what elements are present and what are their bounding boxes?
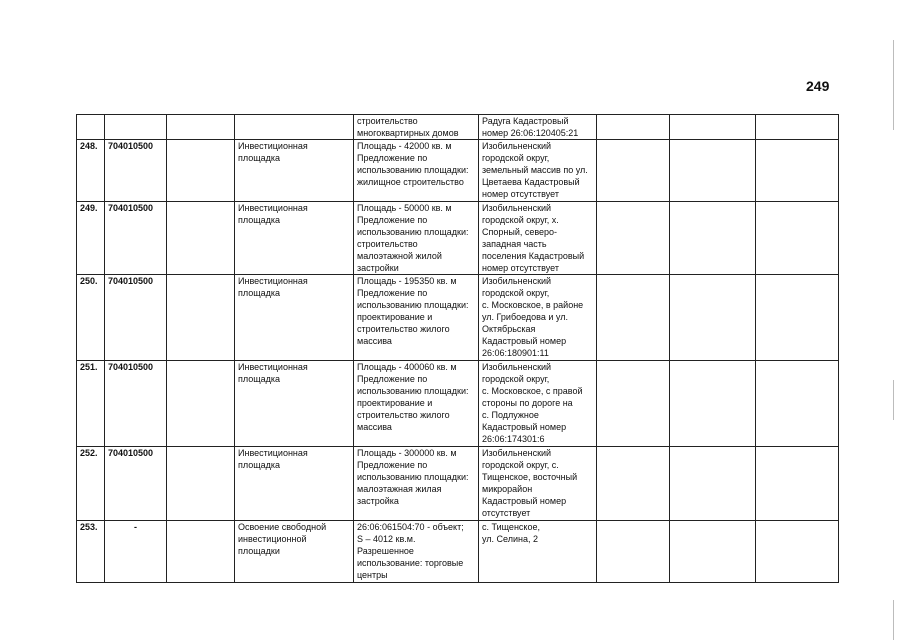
- registry-table: [76, 114, 839, 583]
- row-number-cell: 250.: [77, 275, 105, 361]
- empty-cell: [670, 275, 756, 361]
- description-cell: 26:06:061504:70 - объект; S – 4012 кв.м. Разрешенное использование: торговые центры: [354, 521, 479, 583]
- object-name-cell: Инвестиционная площадка: [235, 140, 354, 202]
- table-row: [77, 275, 839, 361]
- row-number-cell: 248.: [77, 140, 105, 202]
- location-cell: с. Тищенское, ул. Селина, 2: [479, 521, 597, 583]
- empty-cell: [756, 115, 839, 140]
- empty-cell: [756, 202, 839, 275]
- empty-cell: [597, 202, 670, 275]
- code-cell: [105, 115, 167, 140]
- location-cell: Радуга Кадастровый номер 26:06:120405:21: [479, 115, 597, 140]
- table-row: [77, 521, 839, 583]
- empty-cell: [597, 447, 670, 521]
- page-number: 249: [806, 78, 830, 94]
- empty-cell: [597, 361, 670, 447]
- empty-cell: [756, 447, 839, 521]
- empty-cell: [670, 361, 756, 447]
- code-cell: 704010500: [105, 447, 167, 521]
- description-cell: Площадь - 42000 кв. м Предложение по использованию площадки: жилищное строительство: [354, 140, 479, 202]
- scan-edge-mark: [893, 600, 894, 640]
- empty-cell: [670, 202, 756, 275]
- empty-cell: [167, 140, 235, 202]
- location-cell: Изобильненский городской округ, с. Тищенское, восточный микрорайон Кадастровый номер отсутствует: [479, 447, 597, 521]
- scan-edge-mark: [893, 40, 894, 130]
- object-name-cell: Инвестиционная площадка: [235, 361, 354, 447]
- empty-cell: [670, 140, 756, 202]
- object-name-cell: Освоение свободной инвестиционной площадки: [235, 521, 354, 583]
- empty-cell: [167, 115, 235, 140]
- location-cell: Изобильненский городской округ, х. Спорный, северо- западная часть поселения Кадастровый номер отсутствует: [479, 202, 597, 275]
- empty-cell: [167, 521, 235, 583]
- description-cell: Площадь - 195350 кв. м Предложение по использованию площадки: проектирование и строительство жилого массива: [354, 275, 479, 361]
- table-row: [77, 202, 839, 275]
- description-cell: Площадь - 400060 кв. м Предложение по использованию площадки: проектирование и строительство жилого массива: [354, 361, 479, 447]
- object-name-cell: Инвестиционная площадка: [235, 202, 354, 275]
- location-cell: Изобильненский городской округ, с. Московское, в районе ул. Грибоедова и ул. Октябрьская Кадастровый номер 26:06:180901:11: [479, 275, 597, 361]
- table-row: [77, 140, 839, 202]
- table-row: [77, 447, 839, 521]
- row-number-cell: 252.: [77, 447, 105, 521]
- code-cell: -: [105, 521, 167, 583]
- code-cell: 704010500: [105, 275, 167, 361]
- table-row: [77, 361, 839, 447]
- empty-cell: [167, 447, 235, 521]
- empty-cell: [597, 140, 670, 202]
- code-cell: 704010500: [105, 202, 167, 275]
- scan-edge-mark: [893, 380, 894, 420]
- empty-cell: [756, 521, 839, 583]
- empty-cell: [597, 115, 670, 140]
- object-name-cell: [235, 115, 354, 140]
- object-name-cell: Инвестиционная площадка: [235, 275, 354, 361]
- row-number-cell: [77, 115, 105, 140]
- location-cell: Изобильненский городской округ, с. Московское, с правой стороны по дороге на с. Подлужное Кадастровый номер 26:06:174301:6: [479, 361, 597, 447]
- empty-cell: [167, 202, 235, 275]
- description-cell: Площадь - 50000 кв. м Предложение по использованию площадки: строительство малоэтажной жилой застройки: [354, 202, 479, 275]
- empty-cell: [670, 447, 756, 521]
- row-number-cell: 253.: [77, 521, 105, 583]
- table-row: [77, 115, 839, 140]
- empty-cell: [597, 521, 670, 583]
- description-cell: Площадь - 300000 кв. м Предложение по использованию площадки: малоэтажная жилая застройка: [354, 447, 479, 521]
- code-cell: 704010500: [105, 361, 167, 447]
- location-cell: Изобильненский городской округ, земельный массив по ул. Цветаева Кадастровый номер отсутствует: [479, 140, 597, 202]
- empty-cell: [167, 361, 235, 447]
- empty-cell: [756, 275, 839, 361]
- code-cell: 704010500: [105, 140, 167, 202]
- empty-cell: [670, 115, 756, 140]
- empty-cell: [670, 521, 756, 583]
- empty-cell: [756, 361, 839, 447]
- row-number-cell: 251.: [77, 361, 105, 447]
- object-name-cell: Инвестиционная площадка: [235, 447, 354, 521]
- empty-cell: [597, 275, 670, 361]
- row-number-cell: 249.: [77, 202, 105, 275]
- description-cell: строительство многоквартирных домов: [354, 115, 479, 140]
- empty-cell: [167, 275, 235, 361]
- empty-cell: [756, 140, 839, 202]
